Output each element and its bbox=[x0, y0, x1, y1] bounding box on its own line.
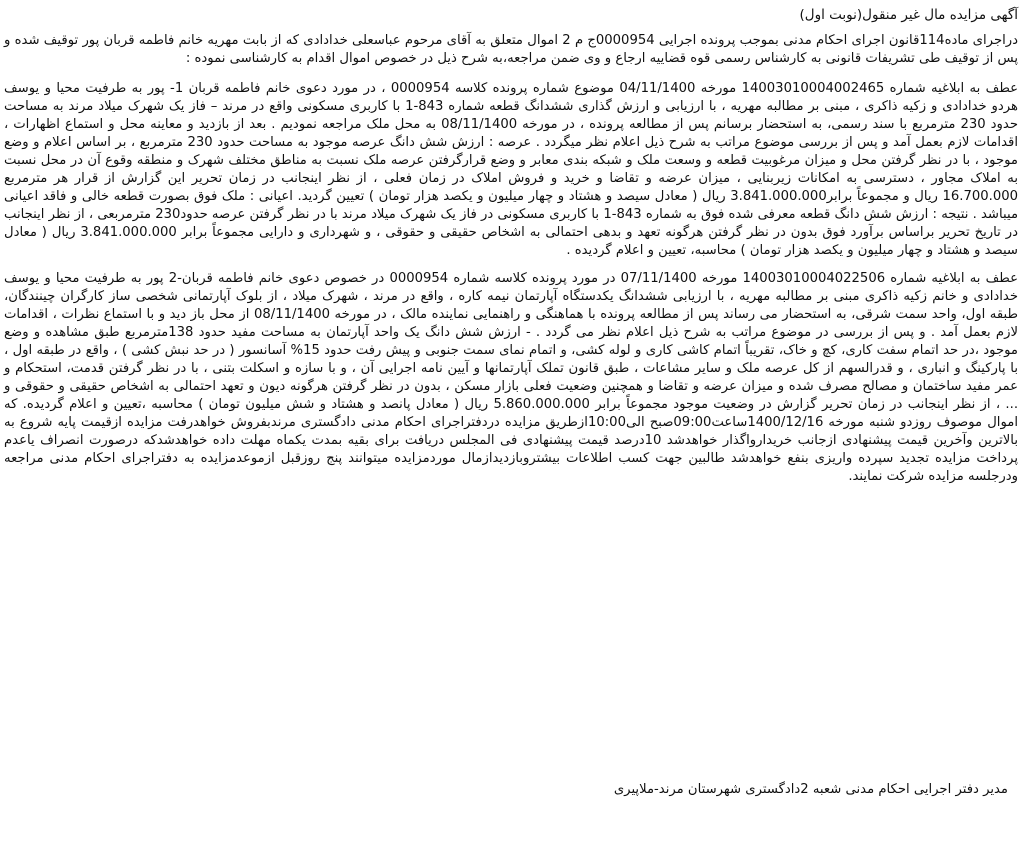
notice-title: آگهی مزایده مال غیر منقول(نوبت اول) bbox=[799, 7, 1018, 23]
notice-item-2-paragraph: عطف به ابلاغیه شماره 14003010004022506 مورخه 07/11/1400 در مورد پرونده کلاسه شماره 0000954 در خصوص دعوی خانم فاطمه قربان-2 پور به طرفیت محیا و یوسف خدادادی و خانم زکیه ذاکری مبنی بر مطالبه مهریه ، با ارزیابی ششدانگ یکدستگاه آپارتمان نیمه کاره ، واقع در مرند ، شهرک میلاد ، از بلوک آپارتمانی شخصی ساز کارگران چینندگان، طبقه اول، واحد سمت شرقی، به استحضار می رساند پس از مطالعه پرونده با هماهنگی و راهنمایی نماینده مالک ، در مورخه 08/11/1400 از محل باز دید و با استماع نظرات ، اقدامات لازم بعمل آمد . و پس از بررسی در موضوع مراتب به شرح ذیل اعلام نظر می گردد . - ارزش شش دانگ یک واحد آپارتمان به مساحت مفید حدود 138مترمربع طبق مشاهده و وضع موجود ،در حد اتمام سفت کاری، کچ و خاک، تقریباً اتمام کاشی کاری و لوله کشی، و اتمام نمای سمت جنوبی و پیش رفت حدود 15% آسانسور ( در حد نبش کشی ) ، واقع در طبقه اول ، با پارکینگ و انباری ، و قدرالسهم از کل عرصه ملک و سایر مشاعات ، طبق قانون تملک آپارتمانها و آیین نامه اجرایی آن ، و با سازه و اسکلت بتنی ، با در نظر گرفتن قدمت، استحکام و عمر مفید ساختمان و مصالح مصرف شده و میزان عرضه و تقاضا و همچنین وضعیت فعلی بازار مسکن ، بدون در نظر گرفتن هرگونه دیون و تعهد احتمالی به اشخاص حقیقی و حقوقی و ... ، از نظر اینجانب در زمان تحریر گزارش در وضعیت موجود مجموعاً برابر 5.860.000.000 ریال ( معادل پانصد و هشتاد و شش میلیون تومان ) محاسبه ،تعیین و اعلام گردیده. که اموال موصوف روزدو شنبه مورخه 1400/12/16ساعت09:00صبح الی10:00ازطریق مزایده دردفتراجرای احکام مدنی دادگستری مرندبفروش خواهدرفت مزایده ازقیمت پایه شروع به بالاترین وآخرین قیمت پیشنهادی ازجانب خریدارواگذار خواهدشد 10درصد قیمت پیشنهادی فی المجلس دریافت برای بقیه بمدت یکماه مهلت داده خواهدشدکه درصورت انصراف یاعدم پرداخت مزایده تجدید سپرده واریزی بنفع خواهدشد طالبین جهت کسب اطلاعات بیشتروبازدیدازمال موردمزایده میتوانند پنج روزقبل ازموعدمزایده به دفتراجرای احکام مدنی مراجعه ودرجلسه مزایده شرکت نمایند. bbox=[4, 271, 1019, 484]
notice-item-1-paragraph: عطف به ابلاغیه شماره 14003010004002465 مورخه 04/11/1400 موضوع شماره پرونده کلاسه 0000954 ، در مورد دعوی خانم فاطمه قربان 1- پور به طرفیت محیا و یوسف هردو خدادادی و زکیه ذاکری ، مبنی بر مطالبه مهریه ، با ارزیابی و ارزش گذاری ششدانگ قطعه شماره 843-1 با کاربری مسکونی واقع در مرند – فاز یک شهرک میلاد مرند به مساحت حدود 230 مترمربع با سند رسمی، به استحضار برسانم پس از مطالعه پرونده ، در مورخه 08/11/1400 به محل ملک مراجعه نمودیم . بعد از بازدید و معاینه محل و استماع اظهارات ، اقدامات لازم بعمل آمد و پس از بررسی موضوع مراتب به شرح ذیل اعلام نظر میگردد . عرصه : ارزش شش دانگ عرصه موجود به مساحت حدود 230 مترمربع ، بر اساس اعلام و وضع موجود ، با در نظر گرفتن محل و میزان مرغوبیت قطعه و وسعت ملک و شبکه بندی معابر و وضع قرارگرفتن عرصه ملک نسبت به مناطق مختلف شهرک و منطقه وقوع آن در محل نسبت به املاک مجاور ، دسترسی به امکانات زیربنایی ، میزان عرضه و تقاضا و خرید و فروش املاک در زمان فعلی ، از نظر اینجانب در زمان تحریر این گزارش از قرار هر مترمربع 16.700.000 ریال و مجموعاً برابر3.841.000.000 ریال ( معادل سیصد و هشتاد و چهار میلیون و یکصد هزار تومان ) تعیین گردید. اعیانی : ملک فوق بصورت قطعه خالی و فاقد اعیانی میباشد . نتیجه : ارزش شش دانگ قطعه معرفی شده فوق به شماره 843-1 با کاربری مسکونی در فاز یک شهرک میلاد مرند با در نظر گرفتن عرصه حدود230 مترمربعی ، از نظر اینجانب در تاریخ تحریر براساس برآورد فوق بدون در نظر گرفتن هرگونه تعهد و بدهی احتمالی به اشخاص حقیقی و حقوقی ، و شهرداری و دارایی مجموعاً برابر 3.841.000.000 ریال ( معادل سیصد و هشتاد و چهار میلیون و یکصد هزار تومان ) محاسبه، تعیین و اعلام گردیده . bbox=[4, 81, 1019, 258]
notice-signature: مدیر دفتر اجرایی احکام مدنی شعبه 2دادگستری شهرستان مرند-ملاپیری bbox=[613, 782, 1008, 798]
auction-notice bbox=[4, 6, 1018, 496]
notice-intro-paragraph: دراجرای ماده114قانون اجرای احکام مدنی بموجب پرونده اجرایی 0000954ج م 2 اموال متعلق به آقای مرحوم عباسعلی خدادادی که از بابت مهریه خانم فاطمه قربان پور توقیف شده و پس از توقیف طی تشریفات قانونی به کارشناس رسمی قوه قضاییه ارجاع و وی ضمن مراجعه،به شرح ذیل در خصوص اموال اقدام به کارشناسی نموده : bbox=[4, 33, 1019, 66]
